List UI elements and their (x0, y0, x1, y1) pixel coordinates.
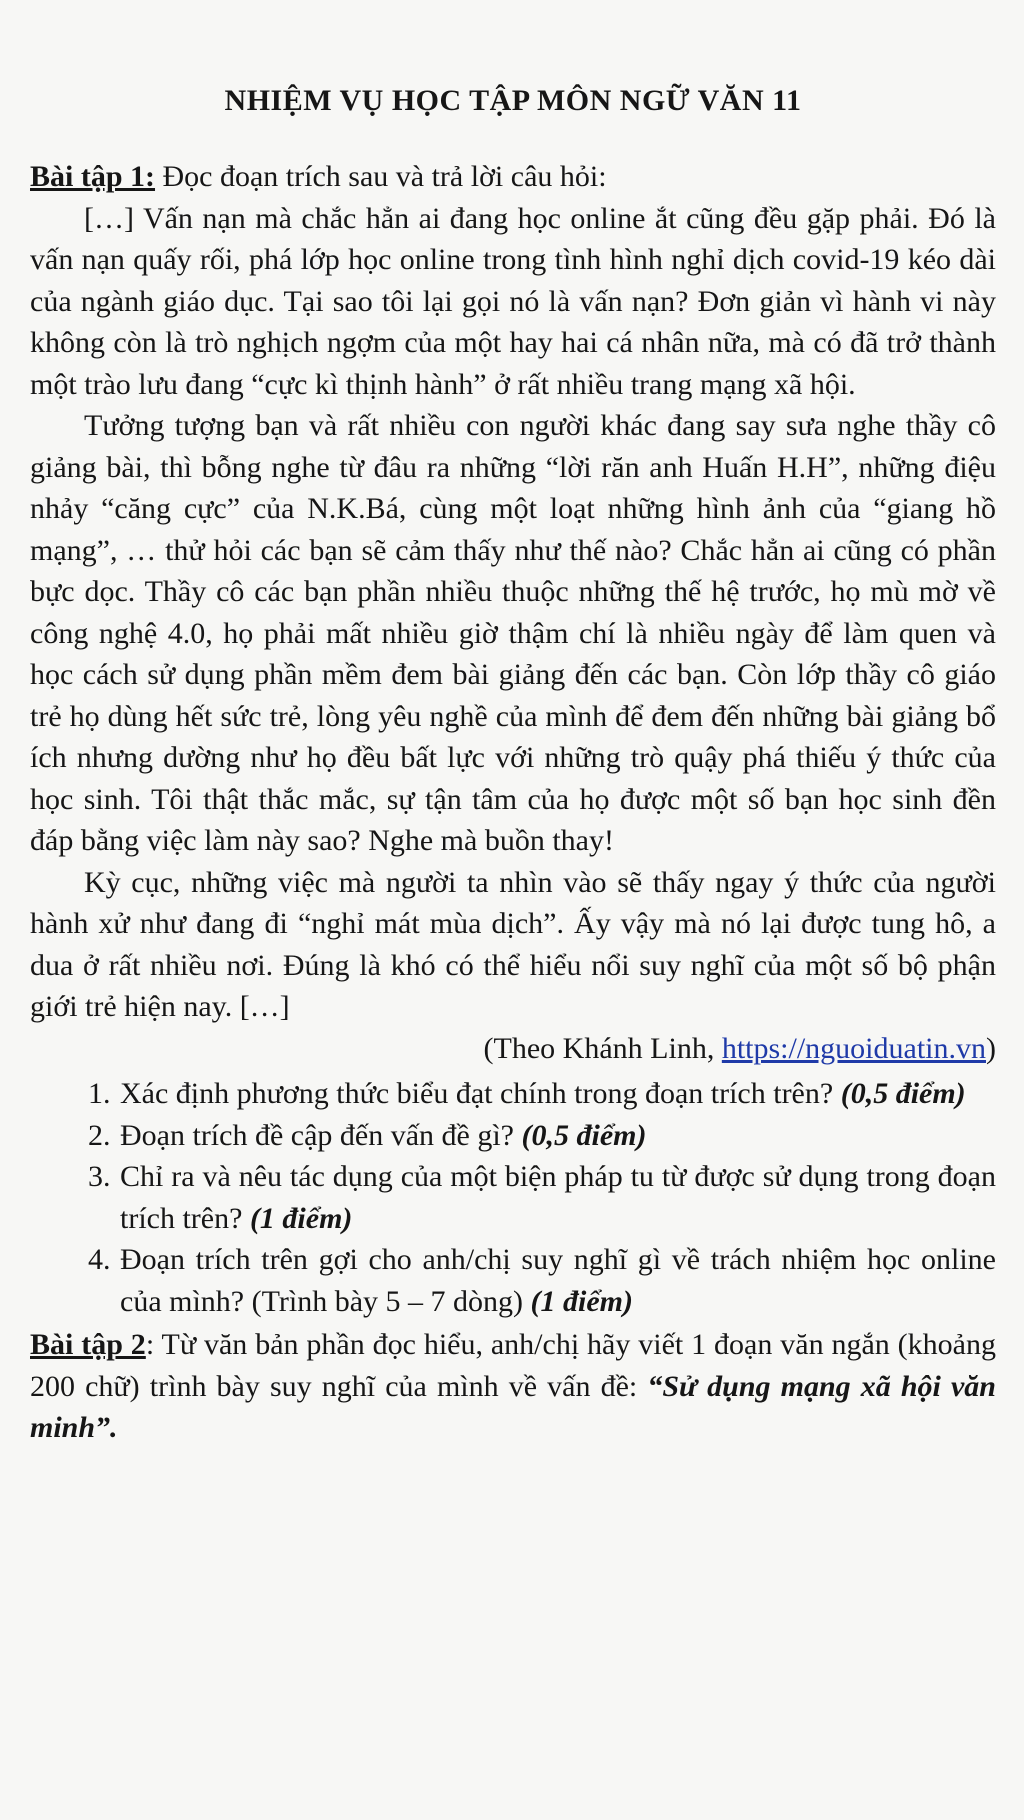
exercise-1-instruction: Đọc đoạn trích sau và trả lời câu hỏi: (155, 160, 607, 193)
excerpt-source (30, 1028, 996, 1070)
exercise-1-heading (30, 156, 996, 198)
exercise-2-topic: “Sử dụng mạng xã hội văn minh”. (30, 1369, 996, 1444)
source-link[interactable]: https://nguoiduatin.vn (721, 1031, 986, 1065)
exercise-1-label: Bài tập 1: (30, 160, 156, 193)
source-suffix: ) (986, 1031, 996, 1065)
excerpt-paragraph-3: Kỳ cục, những việc mà người ta nhìn vào sẽ thấy ngay ý thức của người hành xử như đang đi “nghỉ mát mùa dịch”. Ấy vậy mà nó lại được tung hô, a dua ở rất nhiều nơi. Đúng là khó có thể hiểu nổi suy nghĩ của một số bộ phận giới trẻ hiện nay. […] (30, 865, 996, 1023)
question-score: (0,5 điểm) (521, 1118, 647, 1152)
document-body (30, 156, 996, 1449)
excerpt-paragraph-1: […] Vấn nạn mà chắc hẳn ai đang học online ắt cũng đều gặp phải. Đó là vấn nạn quấy rối, phá lớp học online trong tình hình nghỉ dịch covid-19 kéo dài của ngành giáo dục. Tại sao tôi lại gọi nó là vấn nạn? Đơn giản vì hành vi này không còn là trò nghịch ngợm của một hay hai cá nhân nữa, mà có đã trở thành một trào lưu đang “cực kì thịnh hành” ở rất nhiều trang mạng xã hội. (30, 201, 996, 401)
question-item (118, 1156, 996, 1239)
question-list (30, 1073, 996, 1322)
question-text: Đoạn trích trên gợi cho anh/chị suy nghĩ gì về trách nhiệm học online của mình? (Trình bày 5 – 7 dòng) (120, 1243, 996, 1318)
exercise-2-text: : Từ văn bản phần đọc hiểu, anh/chị hãy viết 1 đoạn văn ngắn (khoảng 200 chữ) trình bày suy nghĩ của mình về vấn đề: (30, 1328, 996, 1403)
page-title: NHIỆM VỤ HỌC TẬP MÔN NGỮ VĂN 11 (224, 84, 802, 117)
question-text: Xác định phương thức biểu đạt chính trong đoạn trích trên? (120, 1077, 841, 1110)
question-item (118, 1115, 996, 1157)
question-item (118, 1073, 996, 1115)
question-text: Đoạn trích đề cập đến vấn đề gì? (120, 1118, 522, 1152)
exercise-2 (30, 1324, 996, 1449)
exercise-2-label: Bài tập 2 (30, 1328, 146, 1361)
excerpt-paragraph-2: Tưởng tượng bạn và rất nhiều con người khác đang say sưa nghe thầy cô giảng bài, thì bỗng nghe từ đâu ra những “lời răn anh Huấn H.H”, những điệu nhảy “căng cực” của N.K.Bá, cùng một loạt những hình ảnh của “giang hồ mạng”, … thử hỏi các bạn sẽ cảm thấy như thế nào? Chắc hẳn ai cũng có phần bực dọc. Thầy cô các bạn phần nhiều thuộc những thế hệ trước, họ mù mờ về công nghệ 4.0, họ phải mất nhiều giờ thậm chí là nhiều ngày để làm quen và học cách sử dụng phần mềm đem bài giảng đến các bạn. Còn lớp thầy cô giáo trẻ họ dùng hết sức trẻ, lòng yêu nghề của mình để đem đến những bài giảng bổ ích nhưng dường như họ đều bất lực với những trò quậy phá thiếu ý thức của học sinh. Tôi thật thắc mắc, sự tận tâm của họ được một số bạn học sinh đền đáp bằng việc làm này sao? Nghe mà buồn thay! (30, 409, 996, 857)
question-score: (1 điểm) (249, 1201, 353, 1235)
question-item (118, 1239, 996, 1322)
source-prefix: (Theo Khánh Linh, (483, 1031, 722, 1065)
question-score: (1 điểm) (530, 1284, 633, 1318)
question-score: (0,5 điểm) (840, 1077, 966, 1110)
question-text: Chỉ ra và nêu tác dụng của một biện pháp tu từ được sử dụng trong đoạn trích trên? (120, 1160, 996, 1235)
